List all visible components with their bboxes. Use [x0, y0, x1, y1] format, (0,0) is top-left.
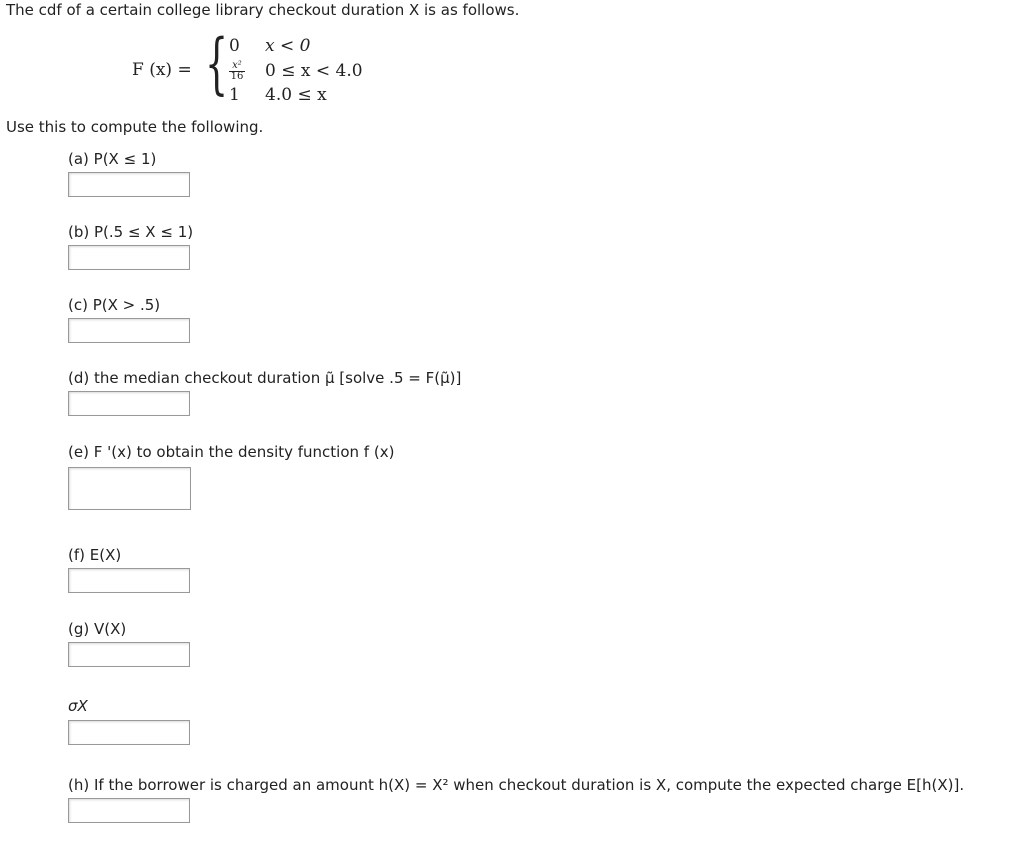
answer-g-input[interactable] [68, 642, 190, 667]
answer-e-input[interactable] [68, 467, 191, 510]
intro-text: The cdf of a certain college library checkout duration X is as follows. [6, 1, 520, 19]
answer-h-input[interactable] [68, 798, 190, 823]
cdf-row1-condition: x < 0 [265, 36, 311, 56]
answer-a-input[interactable] [68, 172, 190, 197]
cdf-row2-condition: 0 ≤ x < 4.0 [265, 61, 363, 81]
cdf-row3-value: 1 [229, 85, 240, 105]
cdf-row2-denominator: 16 [230, 71, 244, 82]
cdf-row1-value: 0 [229, 36, 240, 56]
question-c-label: (c) P(X > .5) [68, 296, 161, 314]
question-f-label: (f) E(X) [68, 546, 122, 564]
answer-c-input[interactable] [68, 318, 190, 343]
cdf-row2-fraction [229, 60, 245, 82]
cdf-lhs: F (x) = [132, 60, 192, 80]
question-e-label: (e) F '(x) to obtain the density function f (x) [68, 443, 395, 461]
question-a-label: (a) P(X ≤ 1) [68, 150, 157, 168]
answer-f-input[interactable] [68, 568, 190, 593]
question-h-label: (h) If the borrower is charged an amount h(X) = X² when checkout duration is X, compute the expected charge E[h(X)]. [68, 776, 965, 794]
question-b-label: (b) P(.5 ≤ X ≤ 1) [68, 223, 194, 241]
question-sigma-label: σX [68, 697, 88, 715]
question-g-label: (g) V(X) [68, 620, 127, 638]
cdf-row2-numerator: x² [229, 60, 245, 72]
cdf-row3-condition: 4.0 ≤ x [265, 85, 327, 105]
answer-b-input[interactable] [68, 245, 190, 270]
question-d-label: (d) the median checkout duration μ̃ [solve .5 = F(μ̃)] [68, 369, 462, 387]
answer-d-input[interactable] [68, 391, 190, 416]
instruction-text: Use this to compute the following. [6, 118, 264, 136]
cdf-brace: { [205, 25, 229, 102]
answer-sigma-input[interactable] [68, 720, 190, 745]
